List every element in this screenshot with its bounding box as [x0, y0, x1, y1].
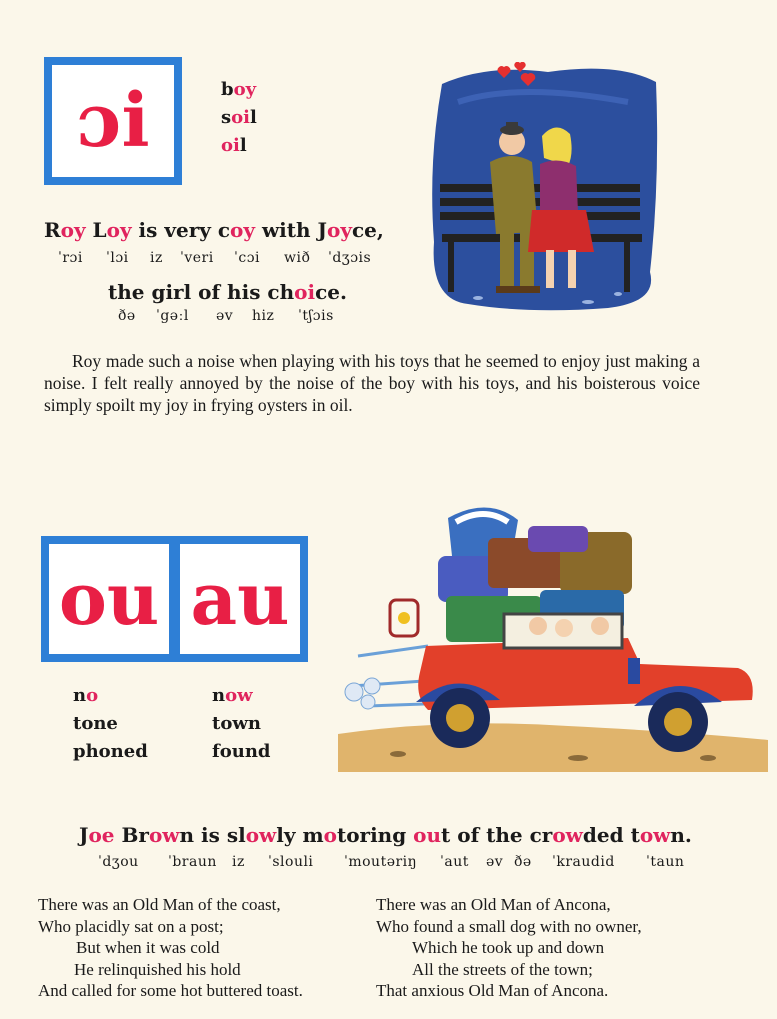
illustration-couple-on-bench [428, 62, 660, 312]
word-item: now [212, 685, 253, 706]
sentence-segment: oy [60, 218, 86, 242]
phoneme-symbol-au: au [190, 556, 290, 641]
phonetic-oi-line2 [118, 308, 358, 324]
sentence-segment: n is sl [179, 823, 246, 847]
sentence-segment: t of the cr [441, 823, 553, 847]
poem-line: Who found a small dog with no owner, [376, 916, 642, 936]
phonetic-ou-au [98, 854, 706, 870]
sentence-oi-line2 [108, 280, 347, 304]
phoneme-box-ou [41, 536, 177, 662]
poem-line: And called for some hot buttered toast. [38, 981, 303, 1000]
word-list-oi [221, 76, 257, 160]
word-item: town [212, 713, 261, 734]
sentence-segment: oi [294, 280, 316, 304]
poem-line: Who placidly sat on a post; [38, 916, 224, 936]
phonetic-word: əv [216, 308, 234, 324]
phonetic-word: ˈkraudid [552, 854, 615, 870]
phonetic-word: ðə [514, 854, 532, 870]
sentence-segment: the girl of his ch [108, 280, 295, 304]
phonetic-word: wið [284, 250, 311, 266]
word-item: tone [73, 713, 118, 734]
sentence-segment: oy [230, 218, 255, 242]
sentence-segment: ly m [276, 823, 324, 847]
paragraph-oi: Roy made such a noise when playing with his toys that he seemed to enjoy just making a noise. I felt really annoyed by the noise of the boy with his toys, and his boisterous voice simply spoilt my joy in frying oysters in oil. [44, 351, 700, 415]
poem-line: That anxious Old Man of Ancona. [376, 981, 609, 1000]
word-list-au [212, 682, 271, 766]
word-item: soil [221, 107, 257, 128]
phonetic-word: ðə [118, 308, 136, 324]
sentence-segment: L [85, 218, 107, 242]
phonetic-word: ˈrɔi [58, 250, 83, 266]
phonetic-word: ˈslouli [268, 854, 314, 870]
phonetic-word: ˈcɔi [234, 250, 261, 266]
phonetic-word: ˈmoutəriŋ [344, 854, 418, 870]
sentence-segment: ce, [351, 218, 384, 242]
word-item: oil [221, 135, 247, 156]
phoneme-box-au [172, 536, 308, 662]
phoneme-box-oi [44, 57, 182, 185]
sentence-segment: ow [639, 823, 671, 847]
phoneme-symbol: ɔi [76, 78, 150, 164]
sentence-segment: n. [670, 823, 692, 847]
sentence-segment: o [323, 823, 337, 847]
sentence-segment: ow [148, 823, 180, 847]
phonetic-word: əv [486, 854, 504, 870]
phonetic-word: ˈdʒou [98, 854, 139, 870]
phonetic-word: iz [150, 250, 163, 266]
sentence-segment: oy [326, 218, 352, 242]
phonetic-word: ˈdʒɔis [328, 250, 372, 266]
sentence-segment: ow [245, 823, 277, 847]
sentence-segment: ow [552, 823, 583, 847]
phoneme-symbol-ou: ou [58, 556, 160, 641]
poem-line: Which he took up and down [412, 938, 605, 957]
phonetic-word: ˈbraun [168, 854, 217, 870]
sentence-oi-line1 [44, 218, 384, 242]
sentence-segment: ce. [315, 280, 347, 304]
phonetic-word: iz [232, 854, 245, 870]
poem-line: All the streets of the town; [412, 959, 593, 979]
sentence-segment: ou [413, 823, 442, 847]
poem-left [38, 894, 368, 1002]
poem-line: There was an Old Man of Ancona, [376, 895, 611, 914]
sentence-segment: ded t [582, 823, 640, 847]
phonetic-word: ˈlɔi [106, 250, 129, 266]
phonetic-word: ˈveri [180, 250, 214, 266]
phonetic-word: ˈtaun [646, 854, 685, 870]
illustration-loaded-car [328, 496, 774, 780]
phonetic-word: ˈgəːl [156, 308, 189, 324]
sentence-segment: Br [114, 823, 149, 847]
phonetic-oi-line1 [58, 250, 388, 266]
sentence-segment: toring [336, 823, 414, 847]
word-item: found [212, 741, 271, 762]
poem-right [376, 894, 716, 1002]
sentence-segment: oy [106, 218, 132, 242]
sentence-segment: J [79, 823, 89, 847]
sentence-segment: oe [88, 823, 115, 847]
sentence-segment: with J [255, 218, 327, 242]
poem-line: There was an Old Man of the coast, [38, 895, 281, 914]
sentence-segment: is very c [131, 218, 231, 242]
word-item: no [73, 685, 99, 706]
sentence-ou-au [79, 823, 692, 847]
sentence-segment: R [44, 218, 61, 242]
poem-line: But when it was cold [76, 938, 220, 957]
phonetic-word: hiz [252, 308, 275, 324]
phonetic-word: ˈaut [440, 854, 469, 870]
poem-line: He relinquished his hold [74, 959, 241, 979]
phonetic-word: ˈtʃɔis [298, 308, 334, 324]
word-item: boy [221, 79, 257, 100]
word-item: phoned [73, 741, 148, 762]
word-list-ou [73, 682, 148, 766]
